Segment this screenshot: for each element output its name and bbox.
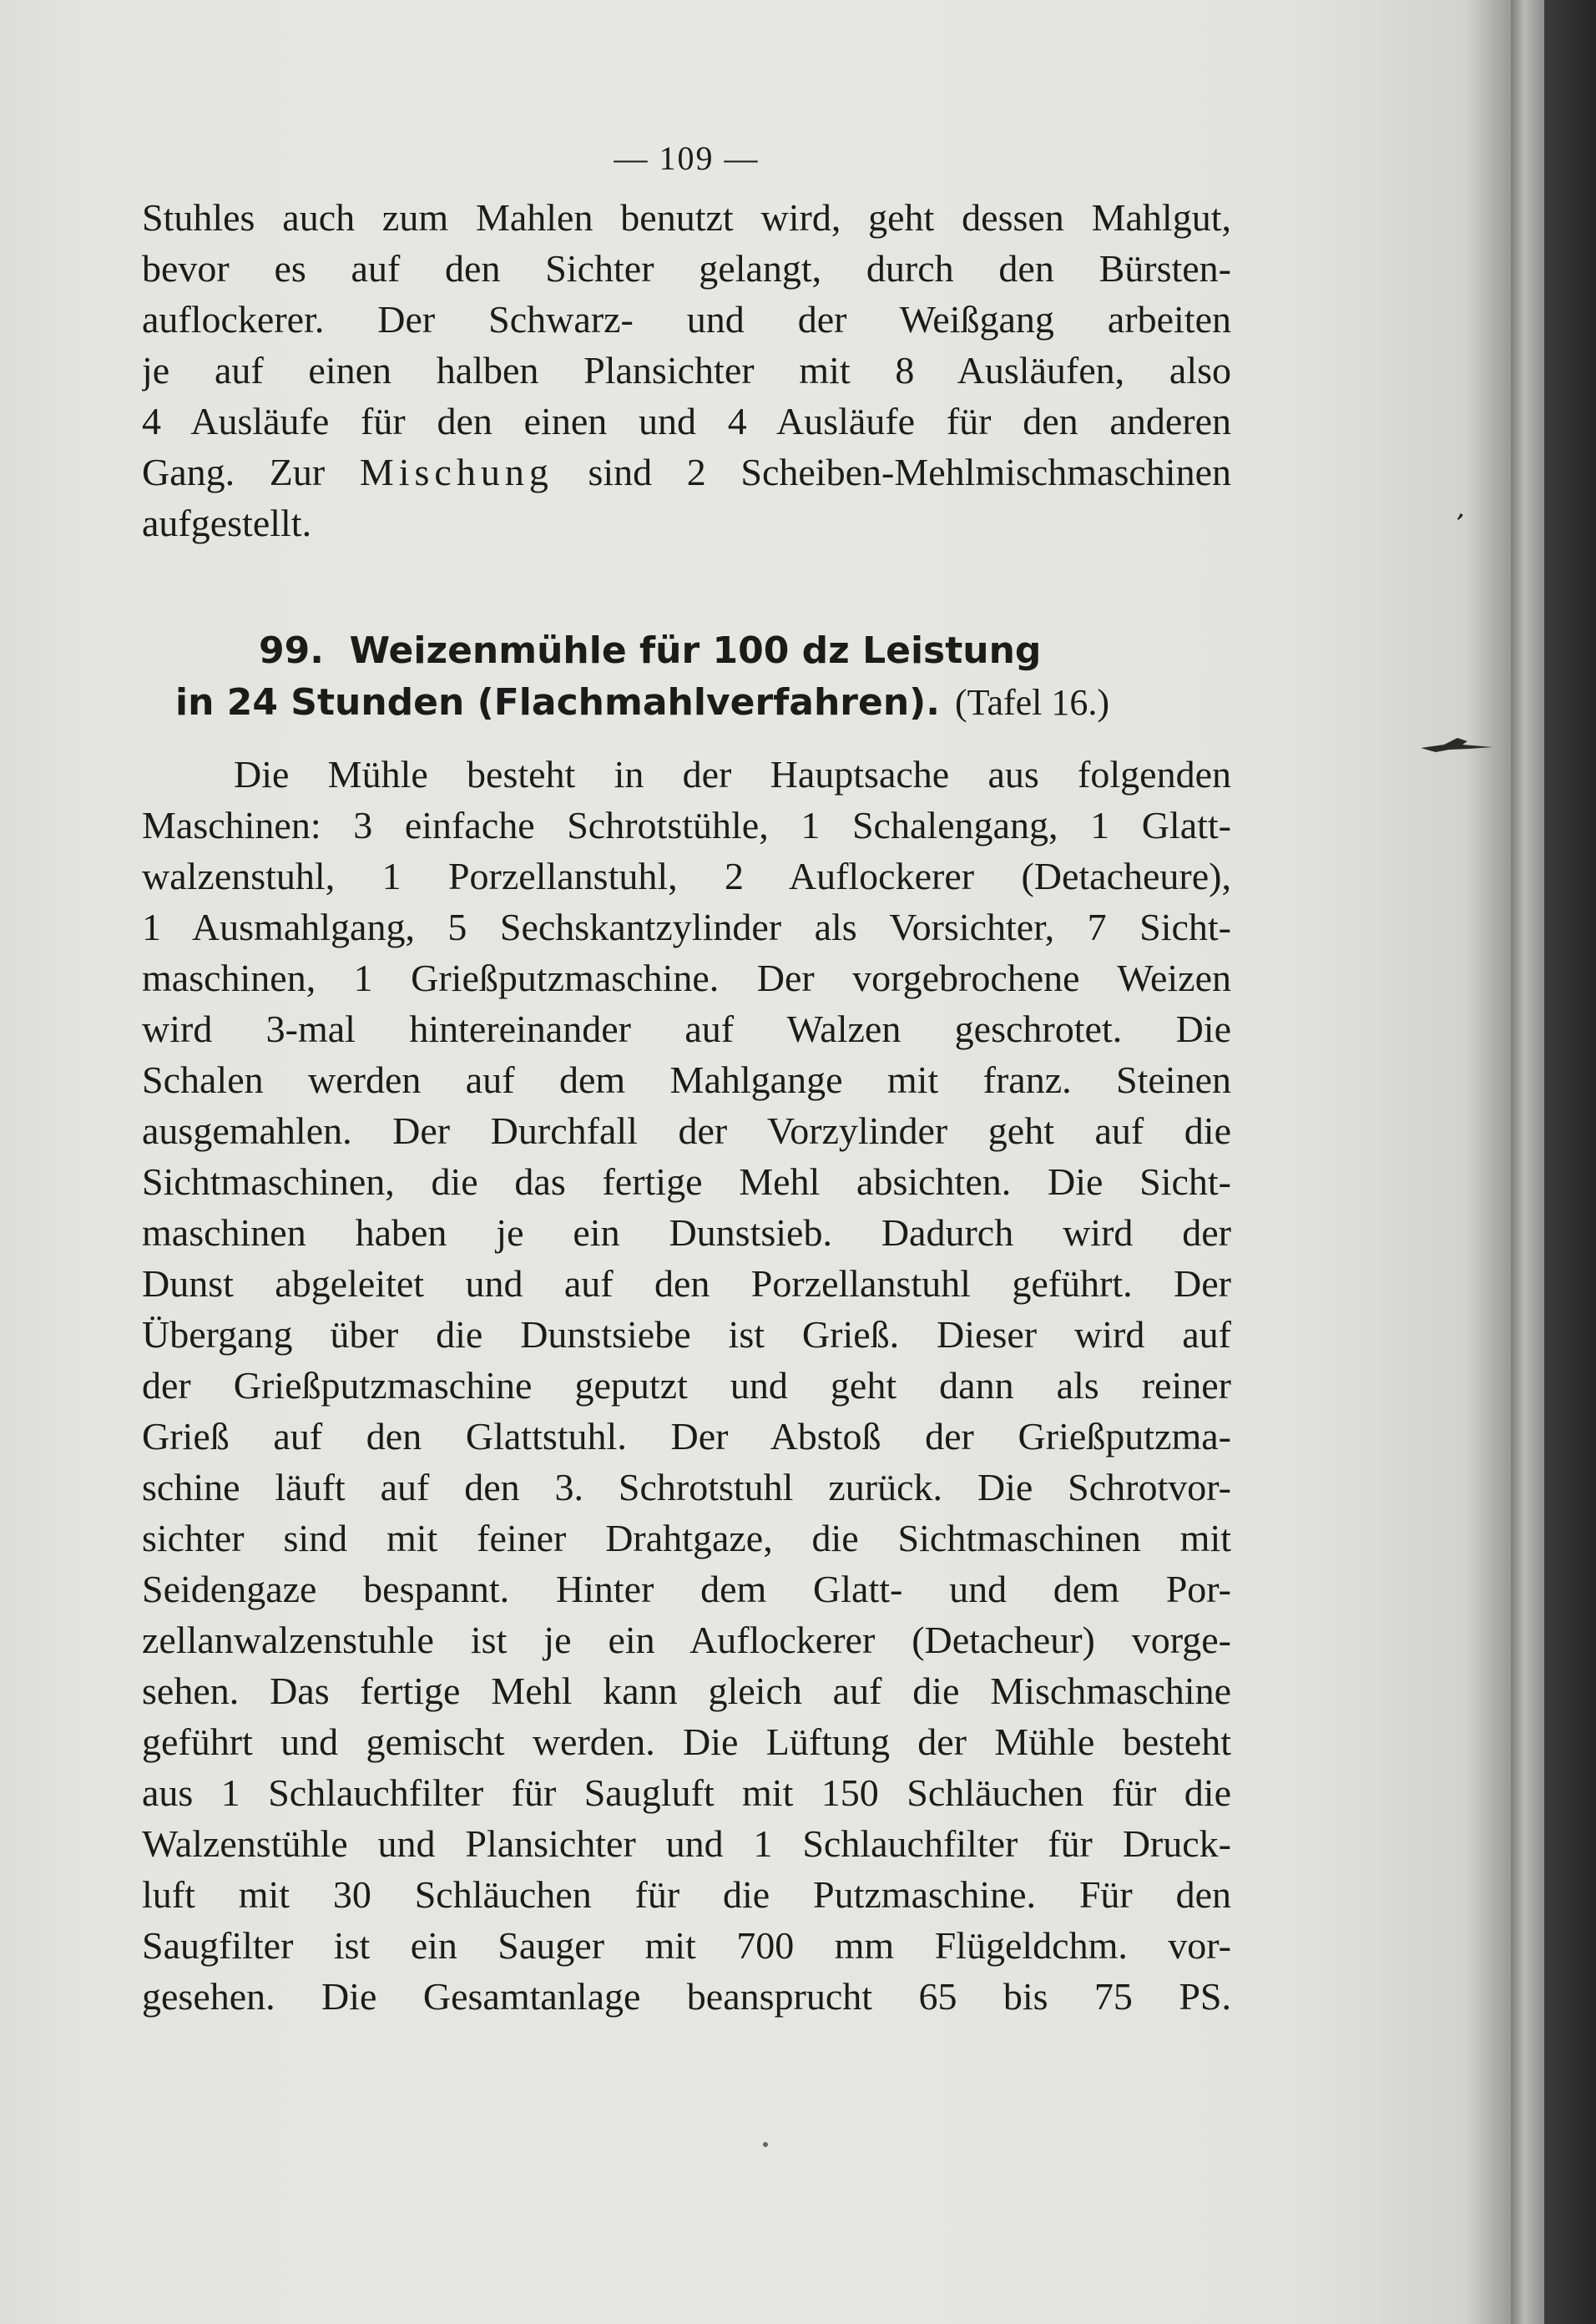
text-line: 4 Ausläufe für den einen und 4 Ausläufe für den anderen [142,400,1231,442]
text-line: ausgemahlen. Der Durchfall der Vorzylinder geht auf die [142,1109,1231,1152]
heading-subtitle: in 24 Stunden (Flachmahlverfahren). [175,681,940,724]
text-line: geführt und gemischt werden. Die Lüftung der Mühle besteht [142,1720,1231,1763]
text-column [142,125,1231,2022]
text-line: sehen. Das fertige Mehl kann gleich auf die Mischmaschine [142,1670,1231,1712]
text-line: zellanwalzenstuhle ist je ein Auflockerer (Detacheur) vorge- [142,1619,1231,1661]
text-line: schine läuft auf den 3. Schrotstuhl zurück. Die Schrotvor- [142,1466,1231,1508]
text-line: wird 3-mal hintereinander auf Walzen geschrotet. Die [142,1008,1231,1050]
text-line: Seidengaze bespannt. Hinter dem Glatt- und dem Por- [142,1568,1231,1610]
text-line: gesehen. Die Gesamtanlage beansprucht 65 bis 75 PS. [142,1975,1231,2018]
page-number: — 109 — [614,139,760,177]
text-fragment: Gang. Zur [142,451,360,493]
text-line: aufgestellt. [142,502,312,544]
text-line: sichter sind mit feiner Drahtgaze, die Sichtmaschinen mit [142,1517,1231,1559]
text-line: luft mit 30 Schläuchen für die Putzmaschine. Für den [142,1873,1231,1916]
text-line: Dunst abgeleitet und auf den Porzellanstuhl geführt. Der [142,1262,1231,1305]
emphasized-word: Mischung [359,451,553,493]
paragraph-description [142,749,1231,2022]
plate-reference: (Tafel 16.) [955,682,1110,723]
margin-tick-mark: , [1453,492,1473,525]
text-line: bevor es auf den Sichter gelangt, durch den Bürsten- [142,247,1231,290]
section-heading [142,625,1231,729]
text-line: maschinen haben je ein Dunstsieb. Dadurch wird der [142,1211,1231,1254]
stray-dot [763,2142,768,2147]
text-line: Saugfilter ist ein Sauger mit 700 mm Flügeldchm. vor- [142,1924,1231,1967]
section-number: 99. [259,629,324,672]
heading-line-2 [142,677,1231,729]
paragraph-continuation [142,192,1231,548]
text-line: walzenstuhl, 1 Porzellanstuhl, 2 Auflockerer (Detacheure), [142,855,1231,897]
text-line: Stuhles auch zum Mahlen benutzt wird, geht dessen Mahlgut, [142,196,1231,239]
text-line: je auf einen halben Plansichter mit 8 Ausläufen, also [142,349,1231,392]
text-line: maschinen, 1 Grießputzmaschine. Der vorgebrochene Weizen [142,957,1231,999]
text-line: Schalen werden auf dem Mahlgange mit franz. Steinen [142,1058,1231,1101]
text-line: 1 Ausmahlgang, 5 Sechskantzylinder als Vorsichter, 7 Sicht- [142,906,1231,948]
heading-line-1 [142,625,1231,677]
text-line: Walzenstühle und Plansichter und 1 Schlauchfilter für Druck- [142,1822,1231,1865]
text-line-with-emphasis [142,447,1231,498]
page-edge [1511,0,1544,2324]
margin-ink-mark [1419,735,1494,753]
text-line: Übergang über die Dunstsiebe ist Grieß. Dieser wird auf [142,1313,1231,1356]
text-line: Maschinen: 3 einfache Schrotstühle, 1 Schalengang, 1 Glatt- [142,804,1231,846]
text-line: aus 1 Schlauchfilter für Saugluft mit 150 Schläuchen für die [142,1771,1231,1814]
text-fragment: sind 2 Scheiben-Mehlmischmaschinen [553,451,1231,493]
text-line: auflockerer. Der Schwarz- und der Weißgang arbeiten [142,298,1231,341]
text-line: der Grießputzmaschine geputzt und geht dann als reiner [142,1364,1231,1407]
heading-title: Weizenmühle für 100 dz Leistung [349,629,1042,672]
text-line: Sichtmaschinen, die das fertige Mehl absichten. Die Sicht- [142,1160,1231,1203]
text-line: Grieß auf den Glattstuhl. Der Abstoß der Grießputzma- [142,1415,1231,1458]
text-line: Die Mühle besteht in der Hauptsache aus folgenden [234,753,1231,796]
page-edge-shadow [1544,0,1596,2324]
